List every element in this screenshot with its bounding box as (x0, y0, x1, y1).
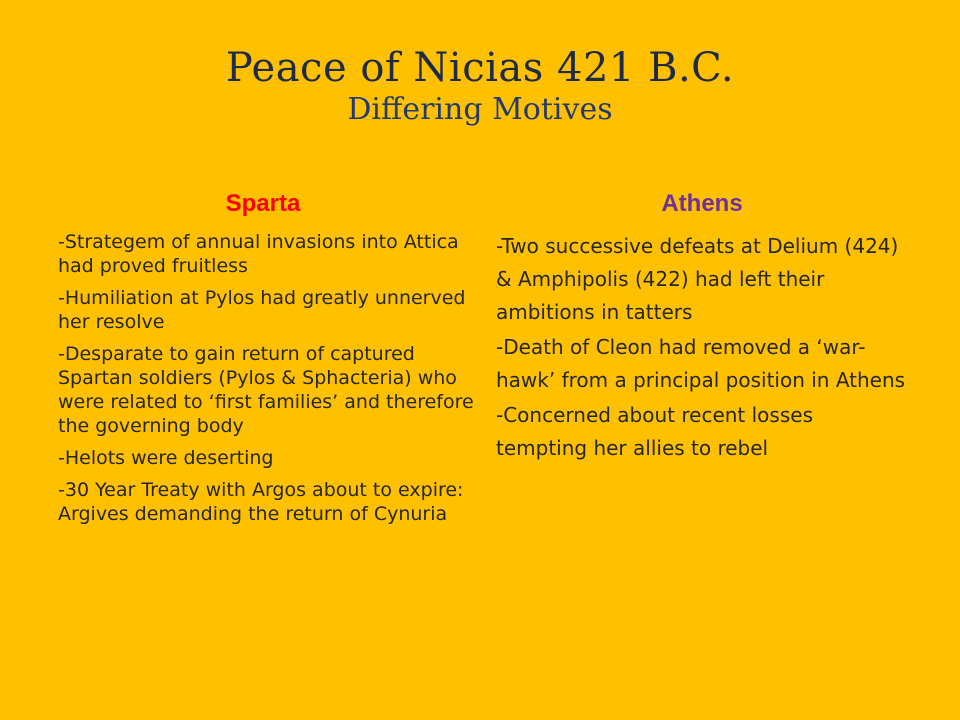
athens-point: -Death of Cleon had removed a ‘war-hawk’ from a principal position in Athens (496, 335, 906, 392)
slide-subtitle: Differing Motives (347, 92, 613, 127)
sparta-points (58, 230, 478, 526)
sparta-point: -Humiliation at Pylos had greatly unnerved her resolve (58, 287, 466, 333)
sparta-point: -Desparate to gain return of captured Spartan soldiers (Pylos & Sphacteria) who were related to ‘first families’ and therefore the governing body (58, 343, 474, 437)
athens-points (496, 230, 908, 465)
sparta-column (58, 188, 478, 534)
title-block (0, 44, 960, 128)
sparta-point: -30 Year Treaty with Argos about to expire: Argives demanding the return of Cynuria (58, 479, 464, 525)
athens-point: -Two successive defeats at Delium (424) & Amphipolis (422) had left their ambitions in tatters (496, 234, 899, 324)
athens-column (496, 188, 908, 467)
sparta-point: -Strategem of annual invasions into Attica had proved fruitless (58, 231, 459, 277)
athens-heading: Athens (661, 190, 743, 217)
sparta-heading: Sparta (225, 190, 301, 217)
sparta-point: -Helots were deserting (58, 447, 274, 469)
slide-title: Peace of Nicias 421 B.C. (225, 45, 735, 91)
athens-point: -Concerned about recent losses tempting her allies to rebel (496, 403, 813, 460)
